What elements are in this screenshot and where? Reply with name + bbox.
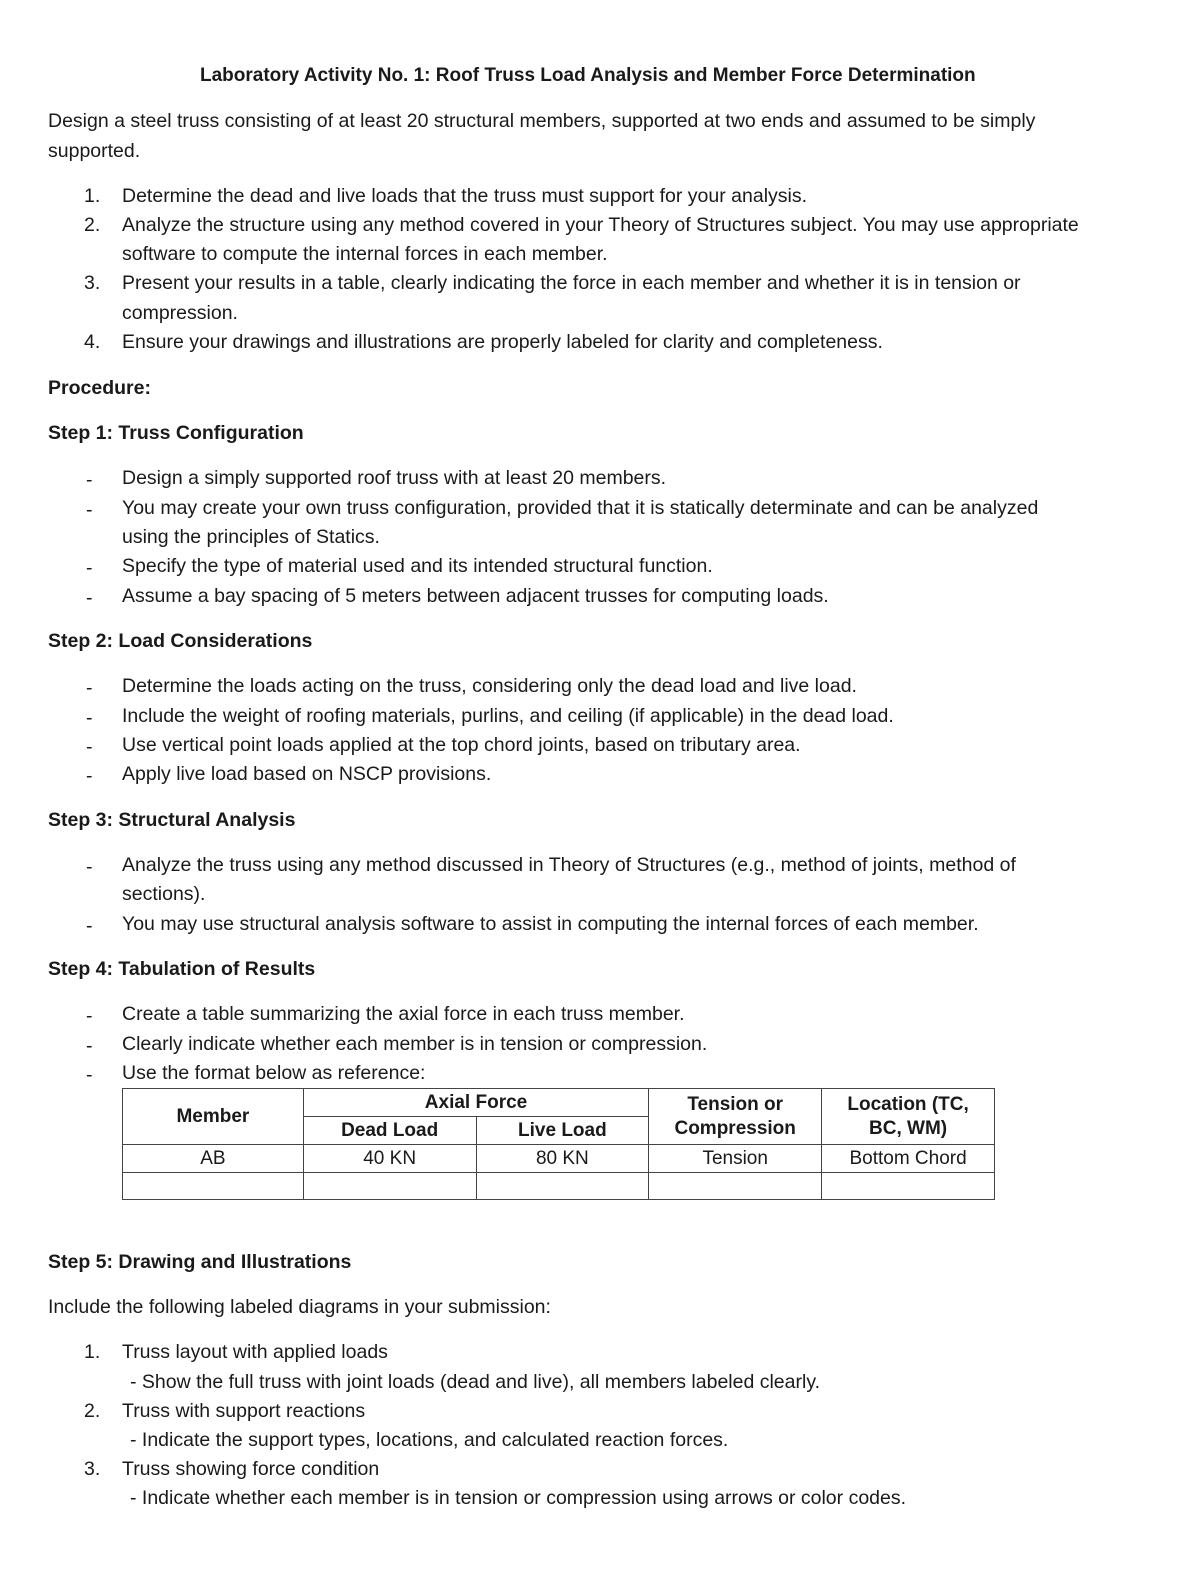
document-title: Laboratory Activity No. 1: Roof Truss Load Analysis and Member Force Determination	[200, 65, 976, 86]
bullet-dash: -	[86, 1035, 93, 1057]
reference-table	[122, 1088, 995, 1200]
list-item: Determine the loads acting on the truss, considering only the dead load and live load.	[122, 675, 857, 697]
task-number: 3.	[84, 272, 101, 294]
bullet-dash: -	[86, 856, 93, 878]
bullet-dash: -	[86, 707, 93, 729]
list-item: Use the format below as reference:	[122, 1062, 426, 1084]
diagram-label: Truss with support reactions	[122, 1400, 366, 1422]
header-line: BC, WM)	[869, 1117, 948, 1139]
task-text: Present your results in a table, clearly indicating the force in each member and whether it is in tension or	[122, 272, 1021, 294]
task-text: compression.	[122, 302, 238, 324]
bullet-dash: -	[86, 499, 93, 521]
axial-force-header: Axial Force	[303, 1089, 648, 1117]
bullet-dash: -	[86, 765, 93, 787]
diagram-label: Truss layout with applied loads	[122, 1341, 388, 1363]
task-number: 4.	[84, 331, 101, 353]
diagram-label: Truss showing force condition	[122, 1458, 380, 1480]
table-row-empty	[123, 1173, 995, 1200]
bullet-dash: -	[86, 587, 93, 609]
bullet-dash: -	[86, 557, 93, 579]
bullet-dash: -	[86, 1005, 93, 1027]
empty-cell	[476, 1173, 649, 1200]
header-line: Tension or	[687, 1093, 784, 1115]
step3-heading: Step 3: Structural Analysis	[48, 809, 296, 831]
diagram-number: 3.	[84, 1458, 101, 1480]
live-load-cell: 80 KN	[476, 1145, 649, 1173]
list-item: Clearly indicate whether each member is in tension or compression.	[122, 1033, 708, 1055]
task-text: Analyze the structure using any method covered in your Theory of Structures subject. You may use appropriate	[122, 214, 1079, 236]
step5-heading: Step 5: Drawing and Illustrations	[48, 1251, 352, 1273]
location-header	[822, 1089, 995, 1145]
bullet-dash: -	[86, 736, 93, 758]
bullet-dash: -	[86, 677, 93, 699]
diagram-number: 2.	[84, 1400, 101, 1422]
header-line: Location (TC,	[847, 1093, 969, 1115]
empty-cell	[303, 1173, 476, 1200]
task-text: software to compute the internal forces in each member.	[122, 243, 608, 265]
list-item: Include the weight of roofing materials, purlins, and ceiling (if applicable) in the dead load.	[122, 705, 894, 727]
member-cell: AB	[123, 1145, 304, 1173]
dead-load-cell: 40 KN	[303, 1145, 476, 1173]
list-item: You may create your own truss configuration, provided that it is statically determinate and can be analyzed	[122, 497, 1039, 519]
table-header-row	[123, 1089, 995, 1117]
procedure-heading: Procedure:	[48, 377, 151, 399]
list-item: Create a table summarizing the axial force in each truss member.	[122, 1003, 685, 1025]
empty-cell	[123, 1173, 304, 1200]
intro-line-2: supported.	[48, 140, 141, 162]
bullet-dash: -	[86, 915, 93, 937]
tension-compression-header	[649, 1089, 822, 1145]
task-number: 1.	[84, 185, 101, 207]
dead-load-header: Dead Load	[303, 1117, 476, 1145]
location-cell: Bottom Chord	[822, 1145, 995, 1173]
intro-line-1: Design a steel truss consisting of at least 20 structural members, supported at two ends and assumed to be simply	[48, 110, 1036, 132]
list-item: Specify the type of material used and its intended structural function.	[122, 555, 713, 577]
member-header: Member	[123, 1089, 304, 1145]
task-text: Ensure your drawings and illustrations are properly labeled for clarity and completeness.	[122, 331, 883, 353]
list-item: You may use structural analysis software to assist in computing the internal forces of each member.	[122, 913, 979, 935]
list-item: Analyze the truss using any method discussed in Theory of Structures (e.g., method of joints, method of	[122, 854, 1016, 876]
empty-cell	[649, 1173, 822, 1200]
diagram-sub: - Indicate whether each member is in tension or compression using arrows or color codes.	[130, 1487, 907, 1509]
list-item: Use vertical point loads applied at the top chord joints, based on tributary area.	[122, 734, 801, 756]
task-number: 2.	[84, 214, 101, 236]
list-item: Assume a bay spacing of 5 meters between adjacent trusses for computing loads.	[122, 585, 829, 607]
header-line: Compression	[674, 1117, 796, 1139]
step2-heading: Step 2: Load Considerations	[48, 630, 313, 652]
list-item: using the principles of Statics.	[122, 526, 380, 548]
condition-cell: Tension	[649, 1145, 822, 1173]
step4-heading: Step 4: Tabulation of Results	[48, 958, 316, 980]
bullet-dash: -	[86, 1064, 93, 1086]
live-load-header: Live Load	[476, 1117, 649, 1145]
list-item: Design a simply supported roof truss with at least 20 members.	[122, 467, 667, 489]
diagram-sub: - Show the full truss with joint loads (dead and live), all members labeled clearly.	[130, 1371, 821, 1393]
step1-heading: Step 1: Truss Configuration	[48, 422, 304, 444]
bullet-dash: -	[86, 469, 93, 491]
list-item: sections).	[122, 883, 206, 905]
empty-cell	[822, 1173, 995, 1200]
step5-intro: Include the following labeled diagrams in your submission:	[48, 1296, 551, 1318]
diagram-sub: - Indicate the support types, locations, and calculated reaction forces.	[130, 1429, 729, 1451]
table-row	[123, 1145, 995, 1173]
diagram-number: 1.	[84, 1341, 101, 1363]
list-item: Apply live load based on NSCP provisions.	[122, 763, 492, 785]
task-text: Determine the dead and live loads that the truss must support for your analysis.	[122, 185, 808, 207]
